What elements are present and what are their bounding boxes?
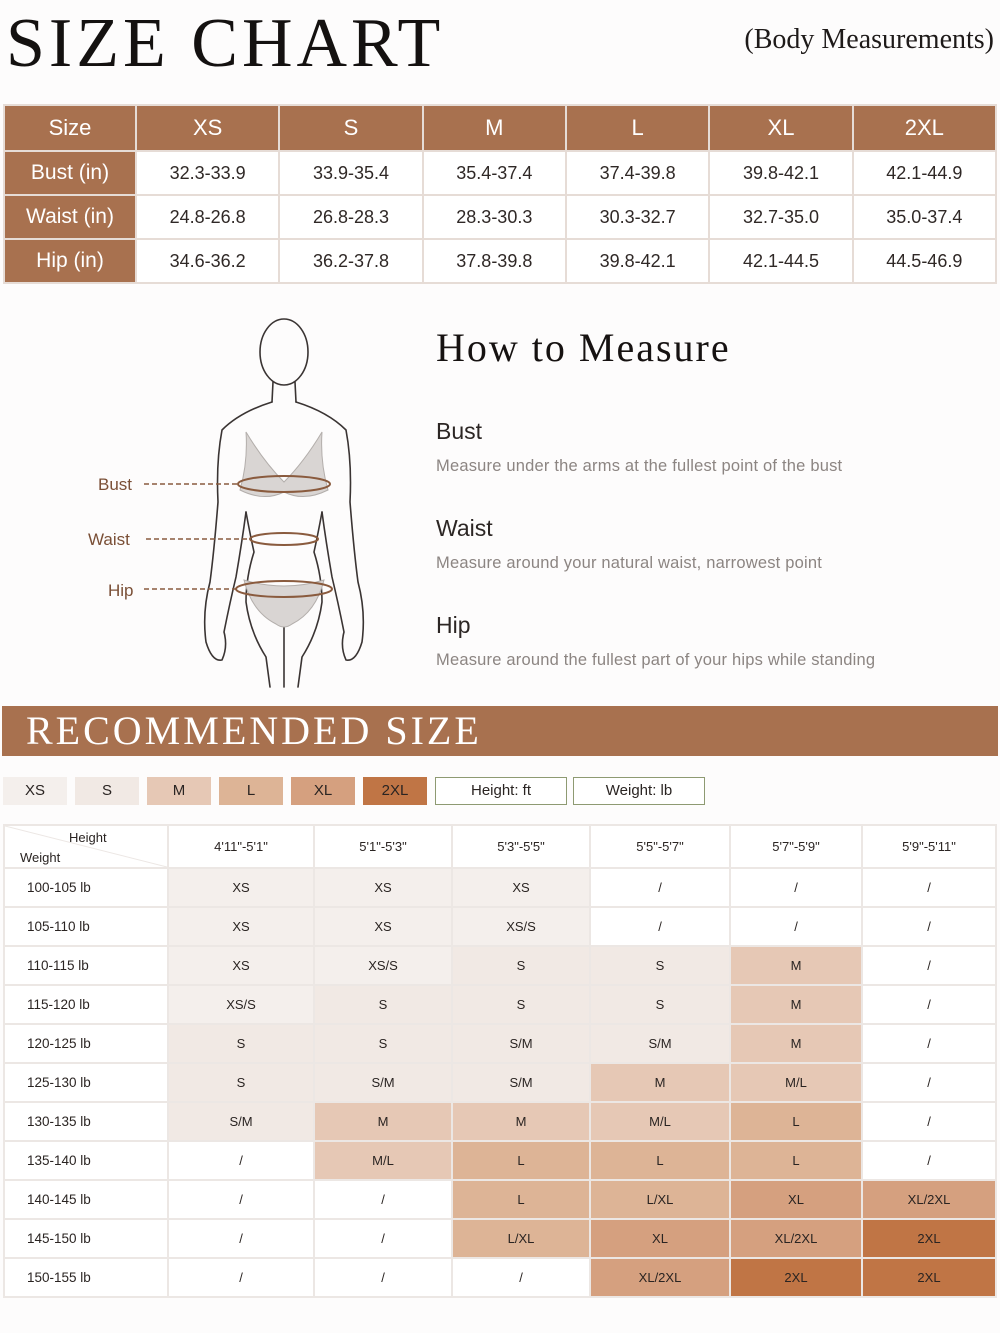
size-recommendation-cell: L	[730, 1141, 862, 1180]
height-col-header: 5'3"-5'5"	[452, 825, 590, 868]
legend-m: M	[147, 777, 211, 805]
size-recommendation-cell: /	[862, 1102, 996, 1141]
bust-heading: Bust	[436, 418, 483, 444]
waist-heading: Waist	[436, 515, 493, 541]
size-recommendation-cell: S	[314, 1024, 452, 1063]
weight-row-label: 130-135 lb	[4, 1102, 168, 1141]
size-recommendation-cell: M	[730, 985, 862, 1024]
table-cell: 28.3-30.3	[423, 195, 566, 239]
height-col-header: 5'9"-5'11"	[862, 825, 996, 868]
size-recommendation-cell: /	[862, 868, 996, 907]
legend-2xl: 2XL	[363, 777, 427, 805]
bust-row	[4, 151, 996, 195]
size-recommendation-cell: XS	[168, 868, 314, 907]
page-subtitle: (Body Measurements)	[744, 24, 994, 55]
size-header-row	[4, 105, 996, 151]
size-recommendation-cell: L	[590, 1141, 730, 1180]
size-recommendation-cell: L/XL	[590, 1180, 730, 1219]
size-recommendation-cell: M/L	[590, 1102, 730, 1141]
weight-row-label: 140-145 lb	[4, 1180, 168, 1219]
size-recommendation-cell: S/M	[590, 1024, 730, 1063]
table-cell: 34.6-36.2	[136, 239, 279, 283]
size-recommendation-cell: /	[314, 1258, 452, 1297]
weight-unit-box: Weight: lb	[573, 777, 705, 805]
table-cell: 24.8-26.8	[136, 195, 279, 239]
size-recommendation-cell: M	[452, 1102, 590, 1141]
size-recommendation-cell: /	[862, 1063, 996, 1102]
table-cell: 37.4-39.8	[566, 151, 709, 195]
table-cell: 42.1-44.9	[853, 151, 996, 195]
table-row	[4, 1219, 996, 1258]
size-recommendation-cell: XL	[730, 1180, 862, 1219]
size-recommendation-cell: /	[862, 907, 996, 946]
legend-xl: XL	[291, 777, 355, 805]
weight-row-label: 150-155 lb	[4, 1258, 168, 1297]
height-header-row	[4, 825, 996, 868]
body-figure-illustration	[80, 312, 410, 692]
table-row	[4, 946, 996, 985]
size-recommendation-cell: S	[590, 946, 730, 985]
height-col-header: 5'7"-5'9"	[730, 825, 862, 868]
row-label: Hip (in)	[4, 239, 136, 283]
corner-cell	[4, 825, 168, 868]
weight-row-label: 135-140 lb	[4, 1141, 168, 1180]
size-col-header: XS	[136, 105, 279, 151]
figure-label-bust: Bust	[98, 475, 133, 494]
size-recommendation-cell: L	[452, 1180, 590, 1219]
table-cell: 39.8-42.1	[566, 239, 709, 283]
table-cell: 32.3-33.9	[136, 151, 279, 195]
size-recommendation-cell: /	[314, 1180, 452, 1219]
size-recommendation-cell: XL	[590, 1219, 730, 1258]
weight-row-label: 125-130 lb	[4, 1063, 168, 1102]
size-recommendation-cell: XS	[452, 868, 590, 907]
size-col-header: L	[566, 105, 709, 151]
weight-row-label: 115-120 lb	[4, 985, 168, 1024]
size-recommendation-cell: /	[314, 1219, 452, 1258]
figure-label-waist: Waist	[88, 530, 130, 549]
size-corner-cell: Size	[4, 105, 136, 151]
table-row	[4, 1063, 996, 1102]
height-col-header: 5'1"-5'3"	[314, 825, 452, 868]
size-recommendation-cell: /	[862, 1141, 996, 1180]
table-cell: 37.8-39.8	[423, 239, 566, 283]
weight-row-label: 120-125 lb	[4, 1024, 168, 1063]
size-recommendation-cell: S	[168, 1024, 314, 1063]
waist-row	[4, 195, 996, 239]
recommended-size-title: RECOMMENDED SIZE	[26, 708, 482, 753]
size-recommendation-cell: S	[168, 1063, 314, 1102]
size-recommendation-cell: M/L	[730, 1063, 862, 1102]
size-recommendation-cell: XS/S	[452, 907, 590, 946]
size-recommendation-cell: XL/2XL	[862, 1180, 996, 1219]
hip-row	[4, 239, 996, 283]
size-chart-table	[3, 104, 997, 284]
weight-row-label: 100-105 lb	[4, 868, 168, 907]
table-cell: 26.8-28.3	[279, 195, 422, 239]
table-row	[4, 1024, 996, 1063]
size-recommendation-cell: S/M	[452, 1024, 590, 1063]
weight-row-label: 110-115 lb	[4, 946, 168, 985]
size-recommendation-cell: M/L	[314, 1141, 452, 1180]
size-recommendation-cell: M	[730, 946, 862, 985]
size-recommendation-cell: /	[452, 1258, 590, 1297]
size-recommendation-cell: /	[168, 1219, 314, 1258]
figure-label-hip: Hip	[108, 581, 134, 600]
table-cell: 33.9-35.4	[279, 151, 422, 195]
waist-description: Measure around your natural waist, narrowest point	[436, 554, 823, 572]
row-label: Waist (in)	[4, 195, 136, 239]
recommended-size-banner	[2, 706, 998, 756]
size-recommendation-cell: S	[452, 985, 590, 1024]
size-recommendation-cell: S/M	[314, 1063, 452, 1102]
table-cell: 36.2-37.8	[279, 239, 422, 283]
table-row	[4, 1180, 996, 1219]
table-cell: 35.0-37.4	[853, 195, 996, 239]
size-recommendation-cell: L	[730, 1102, 862, 1141]
row-label: Bust (in)	[4, 151, 136, 195]
table-cell: 39.8-42.1	[709, 151, 852, 195]
corner-weight-label: Weight	[20, 850, 61, 865]
how-to-measure-title: How to Measure	[436, 325, 731, 370]
size-recommendation-cell: XL/2XL	[730, 1219, 862, 1258]
table-cell: 35.4-37.4	[423, 151, 566, 195]
table-row	[4, 1258, 996, 1297]
table-cell: 42.1-44.5	[709, 239, 852, 283]
size-recommendation-cell: /	[862, 985, 996, 1024]
size-col-header: S	[279, 105, 422, 151]
size-col-header: 2XL	[853, 105, 996, 151]
size-recommendation-cell: /	[862, 1024, 996, 1063]
hip-description: Measure around the fullest part of your hips while standing	[436, 651, 876, 669]
size-recommendation-cell: /	[730, 868, 862, 907]
size-recommendation-cell: XS/S	[168, 985, 314, 1024]
corner-height-label: Height	[69, 830, 107, 845]
size-recommendation-cell: S/M	[168, 1102, 314, 1141]
size-recommendation-cell: 2XL	[862, 1219, 996, 1258]
height-unit-box: Height: ft	[435, 777, 567, 805]
size-recommendation-cell: /	[590, 868, 730, 907]
size-recommendation-cell: /	[590, 907, 730, 946]
page-title: SIZE CHART	[6, 5, 445, 82]
bust-description: Measure under the arms at the fullest point of the bust	[436, 457, 843, 475]
size-recommendation-cell: 2XL	[730, 1258, 862, 1297]
size-recommendation-cell: /	[862, 946, 996, 985]
size-recommendation-cell: XS	[168, 907, 314, 946]
size-recommendation-cell: L/XL	[452, 1219, 590, 1258]
table-cell: 44.5-46.9	[853, 239, 996, 283]
size-recommendation-cell: XS	[168, 946, 314, 985]
size-recommendation-cell: 2XL	[862, 1258, 996, 1297]
size-recommendation-cell: /	[168, 1141, 314, 1180]
size-recommendation-cell: /	[168, 1180, 314, 1219]
height-col-header: 4'11"-5'1"	[168, 825, 314, 868]
size-recommendation-cell: XS/S	[314, 946, 452, 985]
waist-measure-line	[250, 533, 318, 545]
size-recommendation-cell: S	[590, 985, 730, 1024]
table-cell: 30.3-32.7	[566, 195, 709, 239]
size-recommendation-cell: M	[730, 1024, 862, 1063]
legend-xs: XS	[3, 777, 67, 805]
table-row	[4, 1141, 996, 1180]
weight-row-label: 145-150 lb	[4, 1219, 168, 1258]
weight-row-label: 105-110 lb	[4, 907, 168, 946]
size-recommendation-cell: S/M	[452, 1063, 590, 1102]
size-col-header: M	[423, 105, 566, 151]
hip-heading: Hip	[436, 612, 471, 638]
size-recommendation-cell: M	[314, 1102, 452, 1141]
size-recommendation-cell: S	[314, 985, 452, 1024]
size-recommendation-cell: L	[452, 1141, 590, 1180]
table-row	[4, 868, 996, 907]
legend-s: S	[75, 777, 139, 805]
table-row	[4, 907, 996, 946]
size-recommendation-cell: S	[452, 946, 590, 985]
table-row	[4, 1102, 996, 1141]
height-col-header: 5'5"-5'7"	[590, 825, 730, 868]
size-recommendation-cell: /	[168, 1258, 314, 1297]
size-recommendation-cell: XS	[314, 868, 452, 907]
size-col-header: XL	[709, 105, 852, 151]
table-cell: 32.7-35.0	[709, 195, 852, 239]
table-row	[4, 985, 996, 1024]
size-recommendation-cell: XS	[314, 907, 452, 946]
size-recommendation-cell: /	[730, 907, 862, 946]
size-recommendation-cell: M	[590, 1063, 730, 1102]
size-recommendation-cell: XL/2XL	[590, 1258, 730, 1297]
legend-l: L	[219, 777, 283, 805]
recommended-size-table	[3, 824, 997, 1298]
figure-head	[260, 319, 308, 385]
